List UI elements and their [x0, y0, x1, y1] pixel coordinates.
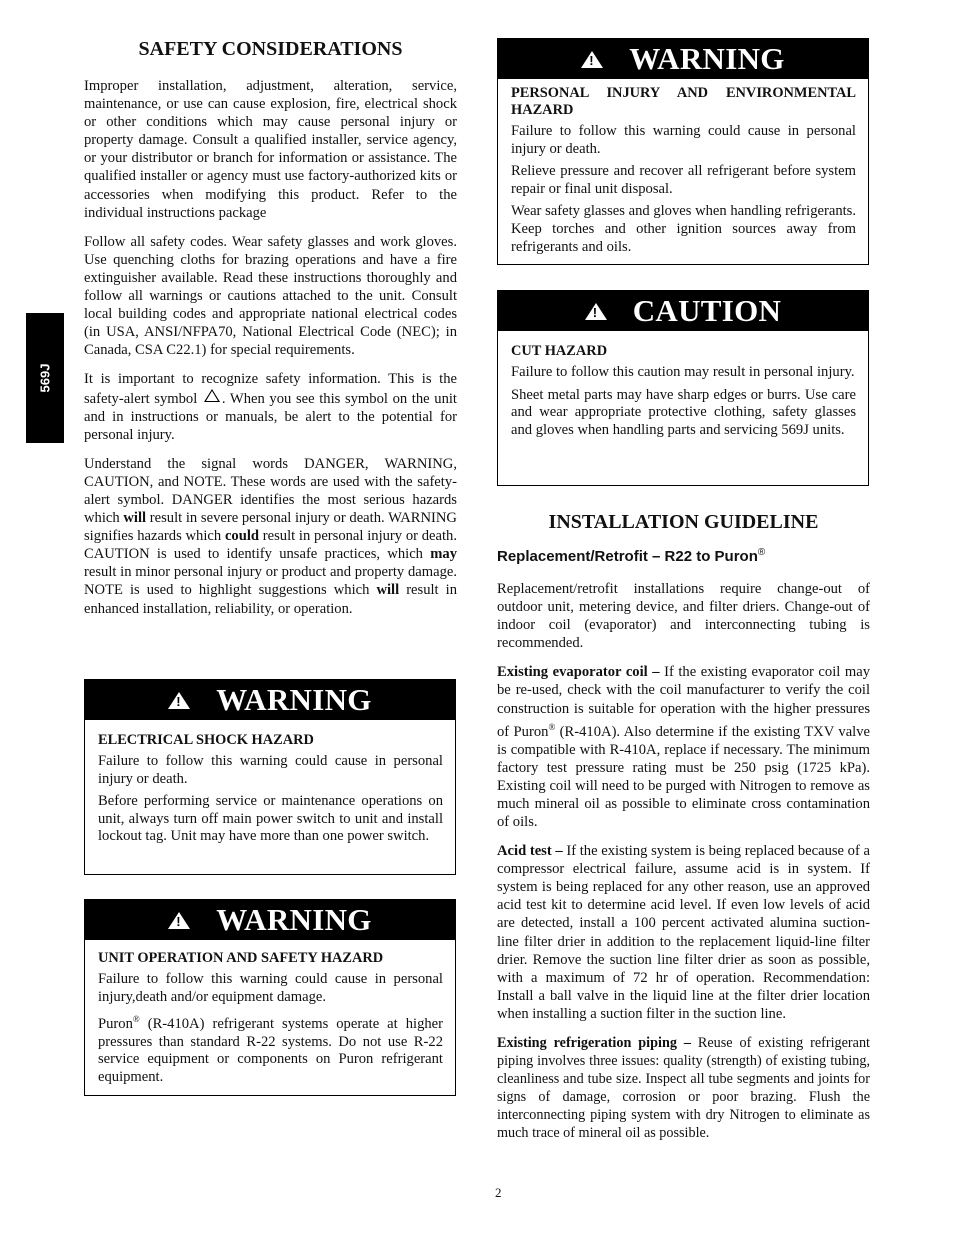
warning-header [498, 39, 868, 79]
warning-text-2-rest: (R-410A) refrigerant systems operate at higher pressures than standard R-22 systems. Do not use R-22 service equipment or components on Puron refrigerant equipment. [98, 1016, 443, 1085]
warning-text-1: Failure to follow this warning could cause in personal injury or death. [511, 123, 856, 157]
warning-text-1: Failure to follow this warning could cause in personal injury or death. [98, 753, 443, 787]
p4-could: could [224, 528, 259, 545]
caution-box-cut-hazard [497, 290, 869, 486]
piping-body: Reuse of existing refrigerant piping involves three issues: quality (strength) of existing tubing, cleanliness and tube size. Inspect all tube segments and joints for signs of damage, corrosion or poor brazing. Flush the interconnecting piping system with dry Nitrogen to eliminate as much trace of mineral oil as possible. [497, 1035, 870, 1142]
warning-triangle-icon [581, 51, 603, 68]
install-paragraph-3 [497, 842, 870, 1023]
puron-word: Puron [98, 1016, 133, 1033]
warning-triangle-icon [168, 692, 190, 709]
hazard-title: PERSONAL INJURY AND ENVIRONMENTAL HAZARD [511, 85, 856, 118]
acid-test-head: Acid test – [497, 843, 563, 860]
p4-a: Understand the signal words DANGER, WARNING, CAUTION, and NOTE. These words are used with the safety-alert symbol. DANGER identifies the most serious hazards which [84, 455, 457, 527]
p4-c: result in personal injury or death. CAUTION is used to identify unsafe practices, which [84, 528, 457, 563]
retrofit-subtitle [497, 547, 765, 565]
p2-b: (R-410A). Also determine if the existing TXV valve is compatible with R-410A, replace if necessary. The minimum factory test pressure rating must be 250 psig (1725 kPa). Existing coil will need to be purged with Nitrogen to remove as much mineral oil as possible to eliminate cross contamination of oils. [497, 723, 870, 830]
warning-header [85, 900, 455, 940]
safety-title: SAFETY CONSIDERATIONS [138, 38, 403, 60]
safety-p3-a: It is important to recognize safety information. This is the safety-alert symbol [84, 371, 457, 407]
caution-signal-word: CAUTION [632, 293, 782, 328]
installation-body [497, 580, 870, 1154]
install-paragraph-2 [497, 663, 870, 831]
p4-may: may [430, 546, 457, 563]
warning-text-2: Relieve pressure and recover all refrigerant before system repair or final unit disposal. [511, 163, 856, 197]
evaporator-coil-head: Existing evaporator coil – [497, 664, 660, 681]
caution-text-1: Failure to follow this caution may result in personal injury. [511, 364, 855, 380]
p4-will-1: will [123, 510, 147, 527]
acid-test-body: If the existing system is being replaced because of a compressor electrical failure, assume acid is in system. If system is being replaced for any other reason, use an approved acid test kit to determine acid level. If even low levels of acid are detected, install a 100 percent activated alumina suction-line filter drier in addition to the replacement liquid-line filter drier. Remove the suction line filter drier as soon as possible, with a maximum of 72 hr of operation. Recommendation: Install a ball valve in the liquid line at the filter drier location when installing a suction filter in the suction line. [497, 843, 870, 1022]
caution-header [498, 291, 868, 331]
warning-signal-word: WARNING [629, 41, 785, 76]
page-number: 2 [495, 1185, 502, 1200]
piping-head: Existing refrigeration piping – [497, 1035, 691, 1052]
retrofit-subtitle-text: Replacement/Retrofit – R22 to Puron [497, 548, 758, 565]
warning-triangle-icon [168, 912, 190, 929]
warning-signal-word: WARNING [216, 682, 372, 717]
caution-text-2: Sheet metal parts may have sharp edges or burrs. Use care and wear appropriate protective clothing, safety glasses and gloves when handling parts and servicing 569J units. [511, 386, 856, 438]
p4-e: result in enhanced installation, reliability, or operation. [84, 582, 457, 617]
registered-mark: ® [548, 721, 556, 732]
safety-p3-b: . When you see this symbol on the unit and in instructions or manuals, be alert to the potential for personal injury. [84, 390, 457, 443]
installation-title: INSTALLATION GUIDELINE [548, 511, 819, 533]
safety-paragraph-1: Improper installation, adjustment, alteration, service, maintenance, or use can cause explosion, fire, electrical shock or other conditions which may cause personal injury or property damage. Consult a qualified installer, service agency, or your distributor or branch for information or assistance. The qualified installer or agency must use factory-authorized kits or accessories when modifying this product. Refer to the individual instructions package [84, 78, 457, 221]
warning-text-2 [98, 1011, 443, 1086]
hazard-title: ELECTRICAL SHOCK HAZARD [98, 732, 314, 748]
hazard-title: UNIT OPERATION AND SAFETY HAZARD [98, 950, 384, 966]
hazard-title: CUT HAZARD [511, 343, 608, 359]
side-tab [26, 313, 64, 443]
warning-box-personal-injury [497, 38, 869, 265]
warning-header [85, 680, 455, 720]
p4-d: result in minor personal injury or product and property damage. NOTE is used to highlight suggestions which [84, 564, 457, 599]
safety-alert-icon [204, 389, 220, 402]
warning-signal-word: WARNING [216, 902, 372, 937]
warning-text-3: Wear safety glasses and gloves when handling refrigerants. Keep torches and other ignition sources away from refrigerants and oils. [511, 203, 856, 255]
install-paragraph-4 [497, 1034, 870, 1143]
safety-paragraph-3 [84, 370, 457, 443]
left-column [84, 38, 457, 629]
warning-box-electrical [84, 679, 456, 875]
side-tab-label: 569J [37, 363, 53, 393]
safety-paragraph-2: Follow all safety codes. Wear safety glasses and work gloves. Use quenching cloths for brazing operations and have a fire extinguisher available. Read these instructions thoroughly and follow all warnings or cautions attached to the unit. Consult local building codes and appropriate national electrical codes (in USA, ANSI/NFPA70, National Electrical Code (NEC); in Canada, CSA C22.1) for special requirements. [84, 233, 457, 359]
safety-paragraph-4 [84, 455, 457, 618]
warning-text-2: Before performing service or maintenance operations on unit, always turn off main power switch to unit and install lockout tag. Unit may have more than one power switch. [98, 793, 443, 845]
caution-triangle-icon [585, 303, 607, 320]
warning-box-unit-operation [84, 899, 456, 1096]
registered-mark: ® [757, 547, 766, 558]
p4-b: result in severe personal injury or death. WARNING signifies hazards which [84, 510, 457, 545]
warning-text-1: Failure to follow this warning could cause in personal injury,death and/or equipment damage. [98, 971, 443, 1005]
p2-a: If the existing evaporator coil may be re-used, check with the coil manufacturer to verify the coil construction is suitable for operation with the higher pressures of Puron [497, 664, 870, 740]
p4-will-2: will [376, 582, 400, 599]
registered-mark: ® [132, 1014, 140, 1025]
install-paragraph-1: Replacement/retrofit installations require change-out of outdoor unit, metering device, and filter driers. Change-out of indoor coil (evaporator) and interconnecting tubing is recommended. [497, 581, 870, 652]
